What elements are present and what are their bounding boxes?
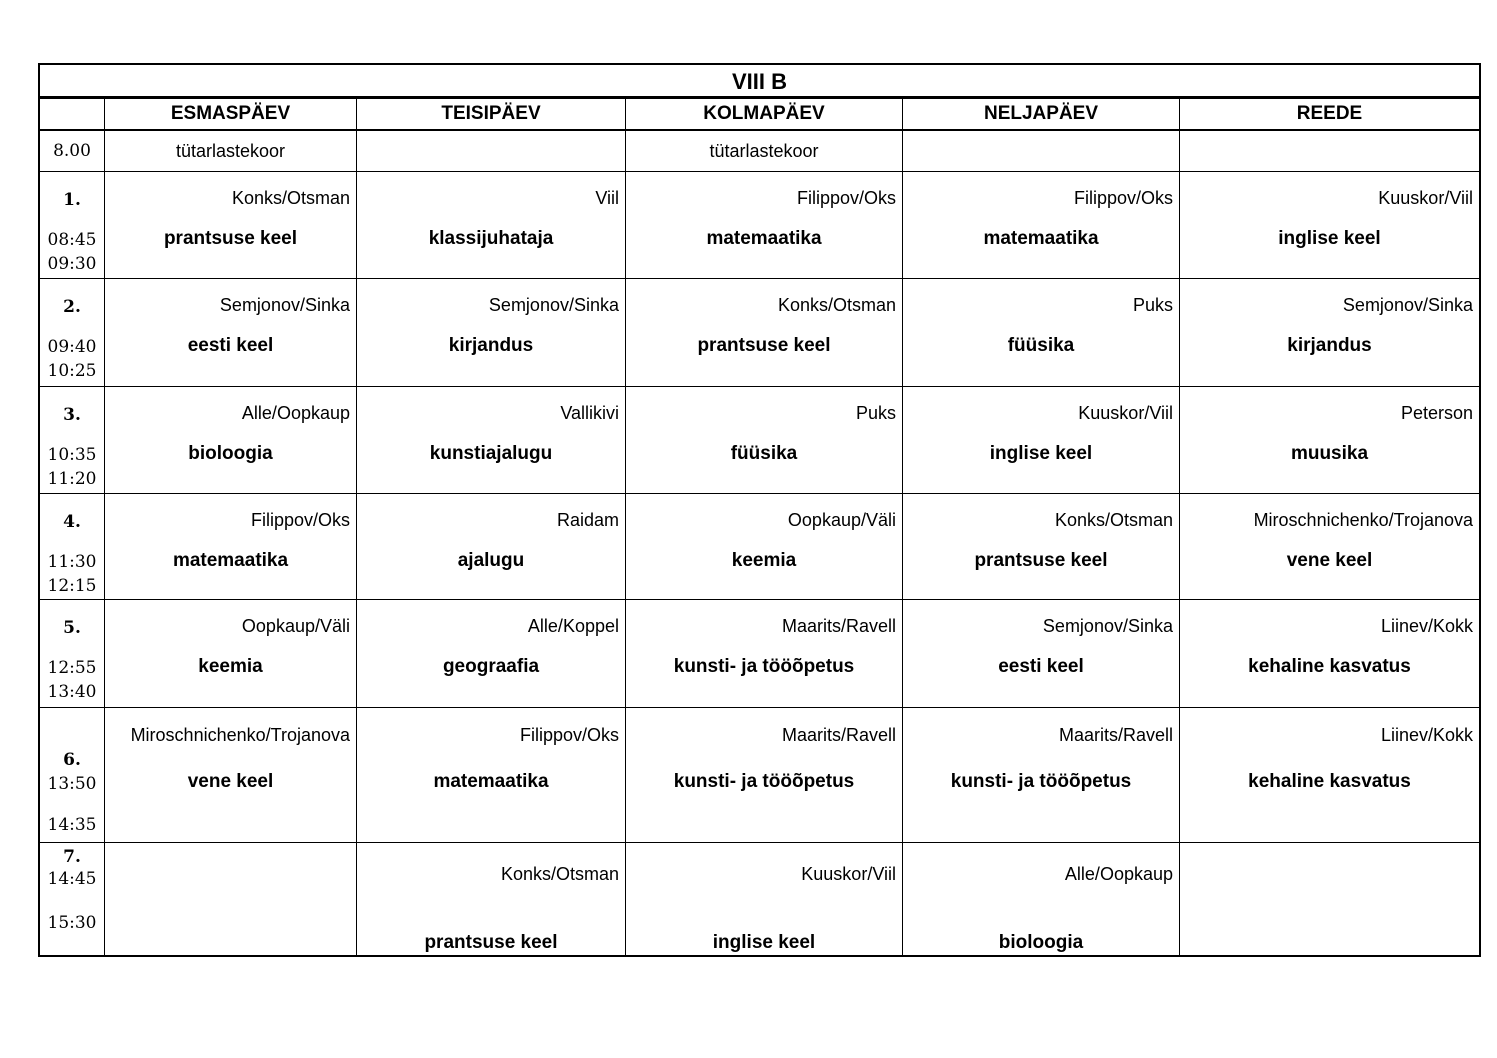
subject-name: füüsika [1007, 335, 1075, 356]
subject-name: inglise keel [712, 932, 816, 953]
lesson-row [40, 279, 1479, 387]
teacher-name: Konks/Otsman [777, 295, 896, 315]
schedule-cell [356, 131, 625, 171]
time-cell [40, 494, 104, 599]
lesson-row [40, 387, 1479, 494]
teacher-name: Alle/Koppel [527, 616, 619, 636]
subject-name: kunstiajalugu [429, 443, 553, 464]
lesson-end-time: 09:30 [47, 254, 97, 274]
activity-label: tütarlastekoor [709, 141, 819, 161]
teacher-name: Kuuskor/Viil [1378, 188, 1473, 208]
subject-name: kehaline kasvatus [1248, 656, 1411, 677]
lesson-start-time: 11:30 [47, 552, 97, 572]
lesson-row [40, 843, 1479, 955]
lesson-row [40, 172, 1479, 279]
activity-label: tütarlastekoor [175, 141, 286, 161]
schedule-cell [356, 172, 625, 278]
time-cell [40, 600, 104, 707]
subject-name: bioloogia [998, 932, 1084, 953]
schedule-cell [902, 387, 1179, 493]
lesson-number: 5. [63, 618, 81, 638]
teacher-name: Viil [595, 188, 619, 208]
day-header-row [40, 99, 1479, 131]
schedule-cell [104, 600, 356, 707]
lesson-end-time: 11:20 [47, 469, 97, 489]
schedule-cell [902, 279, 1179, 386]
subject-name: prantsuse keel [163, 228, 298, 249]
subject-name: kirjandus [1287, 335, 1372, 356]
subject-name: vene keel [187, 771, 274, 792]
schedule-cell [902, 843, 1179, 955]
subject-name: keemia [731, 550, 797, 571]
schedule-cell [902, 600, 1179, 707]
schedule-cell [104, 843, 356, 955]
timetable [38, 63, 1481, 957]
lesson-start-time: 12:55 [47, 658, 97, 678]
day-header: NELJAPÄEV [902, 99, 1179, 129]
teacher-name: Konks/Otsman [500, 864, 619, 884]
day-header: REEDE [1179, 99, 1479, 129]
time-cell [40, 843, 104, 955]
schedule-cell [1179, 600, 1479, 707]
schedule-cell [104, 172, 356, 278]
schedule-cell [1179, 843, 1479, 955]
teacher-name: Filippov/Oks [796, 188, 896, 208]
schedule-cell [356, 843, 625, 955]
subject-name: kunsti- ja tööõpetus [673, 656, 855, 677]
pre-lesson-row [40, 131, 1479, 172]
day-header: ESMASPÄEV [104, 99, 356, 129]
subject-name: füüsika [730, 443, 798, 464]
subject-name: keemia [198, 656, 263, 677]
teacher-name: Semjonov/Sinka [1042, 616, 1173, 636]
schedule-cell [1179, 708, 1479, 842]
lesson-end-time: 10:25 [47, 361, 97, 381]
schedule-cell [625, 708, 902, 842]
schedule-cell [104, 131, 356, 171]
schedule-cell [902, 708, 1179, 842]
teacher-name: Kuuskor/Viil [1078, 403, 1173, 423]
subject-name: matemaatika [983, 228, 1099, 249]
subject-name: matemaatika [172, 550, 289, 571]
schedule-cell [104, 279, 356, 386]
teacher-name: Miroschnichenko/Trojanova [1253, 510, 1473, 530]
schedule-cell [356, 708, 625, 842]
schedule-cell [625, 600, 902, 707]
teacher-name: Konks/Otsman [231, 188, 350, 208]
teacher-name: Peterson [1400, 403, 1473, 423]
subject-name: kunsti- ja tööõpetus [950, 771, 1132, 792]
teacher-name: Oopkaup/Väli [241, 616, 350, 636]
teacher-name: Oopkaup/Väli [787, 510, 896, 530]
subject-name: vene keel [1286, 550, 1373, 571]
teacher-name: Semjonov/Sinka [219, 295, 350, 315]
schedule-cell [625, 172, 902, 278]
lesson-number: 1. [63, 190, 81, 210]
schedule-cell [1179, 494, 1479, 599]
lesson-start-time: 13:50 [47, 774, 97, 794]
lesson-number: 7. [63, 847, 81, 867]
subject-name: prantsuse keel [974, 550, 1108, 571]
subject-name: eesti keel [998, 656, 1084, 677]
subject-name: eesti keel [187, 335, 274, 356]
teacher-name: Puks [1132, 295, 1173, 315]
time-cell [40, 387, 104, 493]
schedule-cell [1179, 279, 1479, 386]
lesson-start-time: 09:40 [47, 337, 97, 357]
subject-name: prantsuse keel [424, 932, 558, 953]
pre-lesson-time: 8.00 [53, 141, 91, 161]
schedule-cell [1179, 172, 1479, 278]
subject-name: bioloogia [188, 443, 273, 464]
subject-name: klassijuhataja [428, 228, 554, 249]
subject-name: inglise keel [989, 443, 1093, 464]
teacher-name: Maarits/Ravell [781, 725, 896, 745]
teacher-name: Filippov/Oks [1073, 188, 1173, 208]
teacher-name: Maarits/Ravell [781, 616, 896, 636]
schedule-cell [625, 494, 902, 599]
subject-name: kehaline kasvatus [1248, 771, 1411, 792]
teacher-name: Vallikivi [560, 403, 619, 423]
schedule-cell [356, 600, 625, 707]
day-header: KOLMAPÄEV [625, 99, 902, 129]
teacher-name: Raidam [556, 510, 619, 530]
schedule-cell [104, 494, 356, 599]
subject-name: ajalugu [457, 550, 525, 571]
subject-name: inglise keel [1278, 228, 1381, 249]
schedule-cell [1179, 387, 1479, 493]
subject-name: kirjandus [448, 335, 534, 356]
teacher-name: Liinev/Kokk [1380, 616, 1473, 636]
schedule-cell [104, 387, 356, 493]
lesson-end-time: 15:30 [47, 913, 97, 933]
teacher-name: Maarits/Ravell [1058, 725, 1173, 745]
lesson-number: 6. [63, 750, 81, 770]
schedule-cell [625, 131, 902, 171]
time-cell [40, 279, 104, 386]
lesson-number: 4. [63, 512, 81, 532]
lesson-number: 2. [63, 297, 81, 317]
subject-name: kunsti- ja tööõpetus [673, 771, 855, 792]
subject-name: matemaatika [706, 228, 822, 249]
day-header: TEISIPÄEV [356, 99, 625, 129]
lesson-start-time: 14:45 [47, 869, 97, 889]
schedule-cell [104, 708, 356, 842]
lesson-row [40, 494, 1479, 600]
time-cell [40, 172, 104, 278]
teacher-name: Kuuskor/Viil [801, 864, 896, 884]
schedule-cell [356, 279, 625, 386]
schedule-cell [356, 494, 625, 599]
schedule-cell [902, 494, 1179, 599]
teacher-name: Filippov/Oks [519, 725, 619, 745]
time-header-cell [40, 99, 104, 129]
subject-name: muusika [1290, 443, 1369, 464]
teacher-name: Filippov/Oks [250, 510, 350, 530]
time-cell [40, 708, 104, 842]
teacher-name: Semjonov/Sinka [488, 295, 619, 315]
schedule-cell [1179, 131, 1479, 171]
schedule-cell [625, 843, 902, 955]
schedule-cell [902, 172, 1179, 278]
subject-name: geograafia [442, 656, 540, 677]
class-title: VIII B [40, 65, 1479, 99]
lesson-start-time: 08:45 [47, 230, 97, 250]
schedule-cell [902, 131, 1179, 171]
lesson-row [40, 600, 1479, 708]
teacher-name: Miroschnichenko/Trojanova [130, 725, 350, 745]
teacher-name: Puks [855, 403, 896, 423]
lesson-end-time: 13:40 [47, 682, 97, 702]
teacher-name: Semjonov/Sinka [1342, 295, 1473, 315]
lesson-end-time: 14:35 [47, 815, 97, 835]
lesson-row [40, 708, 1479, 843]
subject-name: prantsuse keel [697, 335, 831, 356]
subject-name: matemaatika [433, 771, 549, 792]
lesson-end-time: 12:15 [47, 576, 97, 596]
teacher-name: Alle/Oopkaup [241, 403, 350, 423]
lesson-number: 3. [63, 405, 81, 425]
schedule-cell [625, 387, 902, 493]
schedule-cell [356, 387, 625, 493]
lesson-start-time: 10:35 [47, 445, 97, 465]
teacher-name: Liinev/Kokk [1380, 725, 1473, 745]
teacher-name: Konks/Otsman [1054, 510, 1173, 530]
time-cell [40, 131, 104, 171]
teacher-name: Alle/Oopkaup [1064, 864, 1173, 884]
schedule-cell [625, 279, 902, 386]
